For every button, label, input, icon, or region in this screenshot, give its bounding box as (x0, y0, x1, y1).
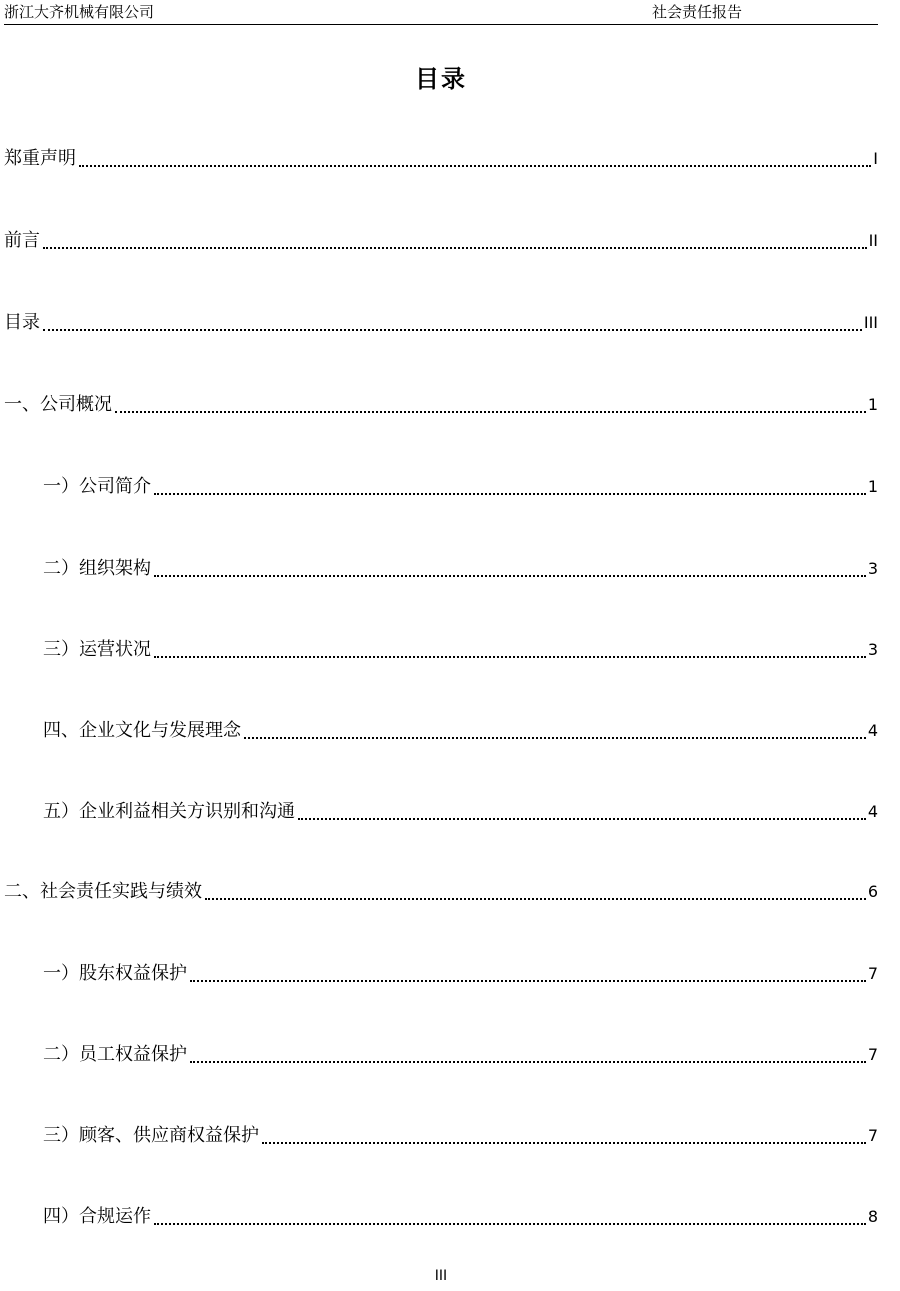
toc-entry-label: 二）员工权益保护 (43, 1044, 187, 1065)
toc-dot-leader (244, 736, 866, 739)
toc-entry-company-profile[interactable] (43, 472, 878, 502)
toc-entry-page: 4 (867, 721, 878, 740)
toc-entry-company-overview[interactable] (4, 390, 878, 420)
toc-entry-compliance[interactable] (43, 1202, 878, 1232)
toc-dot-leader (190, 979, 866, 982)
toc-entry-culture[interactable] (43, 716, 878, 746)
toc-dot-leader (43, 246, 867, 249)
toc-dot-leader (154, 574, 866, 577)
toc-entry-page: 3 (867, 640, 878, 659)
toc-entry-stakeholders[interactable] (43, 797, 878, 827)
toc-dot-leader (298, 817, 866, 820)
toc-entry-page: 7 (867, 1045, 878, 1064)
toc-entry-label: 前言 (4, 230, 40, 251)
toc-entry-label: 二）组织架构 (43, 558, 151, 579)
toc-entry-page: 7 (867, 1126, 878, 1145)
toc-dot-leader (79, 164, 871, 167)
toc-dot-leader (190, 1060, 866, 1063)
toc-entry-page: III (863, 313, 878, 332)
toc-entry-label: 一）股东权益保护 (43, 963, 187, 984)
toc-dot-leader (205, 897, 866, 900)
toc-dot-leader (154, 655, 866, 658)
toc-entry-page: 1 (867, 477, 878, 496)
toc-entry-label: 一、公司概况 (4, 394, 112, 415)
page-number: III (434, 1268, 448, 1284)
toc-entry-label: 一）公司简介 (43, 476, 151, 497)
toc-entry-label: 二、社会责任实践与绩效 (4, 881, 202, 902)
toc-entry-page: 4 (867, 802, 878, 821)
toc-title: 目录 (415, 64, 467, 93)
toc-entry-contents[interactable] (4, 308, 878, 338)
toc-entry-page: 1 (867, 395, 878, 414)
toc-entry-org-structure[interactable] (43, 554, 878, 584)
toc-entry-label: 三）运营状况 (43, 639, 151, 660)
toc-entry-operations[interactable] (43, 635, 878, 665)
toc-dot-leader (154, 492, 866, 495)
header-company-name: 浙江大齐机械有限公司 (4, 3, 155, 21)
toc-dot-leader (154, 1222, 866, 1225)
toc-entry-page: 6 (867, 882, 878, 901)
toc-entry-customer-supplier-rights[interactable] (43, 1121, 878, 1151)
toc-entry-label: 四、企业文化与发展理念 (43, 720, 241, 741)
toc-dot-leader (262, 1141, 866, 1144)
toc-entry-page: 8 (867, 1207, 878, 1226)
header-report-title: 社会责任报告 (652, 3, 743, 21)
toc-entry-page: 7 (867, 964, 878, 983)
toc-entry-preface[interactable] (4, 226, 878, 256)
toc-entry-page: I (873, 149, 878, 168)
toc-dot-leader (115, 410, 866, 413)
toc-entry-label: 四）合规运作 (43, 1206, 151, 1227)
toc-dot-leader (43, 328, 862, 331)
toc-entry-csr-practice[interactable] (4, 877, 878, 907)
toc-entry-page: 3 (867, 559, 878, 578)
toc-entry-label: 郑重声明 (4, 148, 76, 169)
toc-entry-employee-rights[interactable] (43, 1040, 878, 1070)
toc-entry-shareholder-rights[interactable] (43, 959, 878, 989)
toc-entry-label: 目录 (4, 312, 40, 333)
toc-entry-label: 三）顾客、供应商权益保护 (43, 1125, 259, 1146)
toc-entry-label: 五）企业利益相关方识别和沟通 (43, 801, 295, 822)
toc-entry-page: II (868, 231, 878, 250)
toc-entry-declaration[interactable] (4, 144, 878, 174)
